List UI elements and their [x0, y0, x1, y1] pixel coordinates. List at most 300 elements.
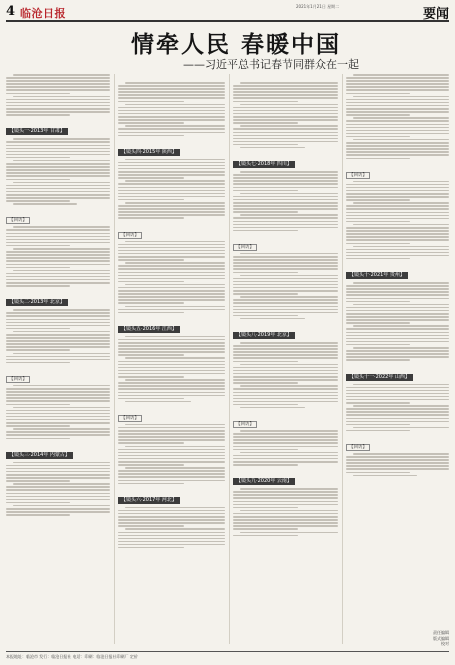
text-line	[6, 514, 70, 516]
text-line	[6, 251, 110, 253]
text-line	[346, 322, 410, 324]
text-line	[13, 182, 110, 184]
text-line	[118, 480, 225, 482]
text-line	[125, 241, 225, 243]
sub-label: 【回访】	[233, 244, 257, 251]
text-line	[118, 483, 184, 485]
text-line	[233, 227, 338, 229]
text-line	[233, 504, 338, 506]
text-line	[346, 328, 449, 330]
text-line	[346, 472, 410, 474]
text-line	[6, 410, 110, 412]
text-line	[233, 97, 338, 99]
text-line	[240, 147, 305, 149]
text-line	[346, 456, 449, 458]
text-line	[118, 193, 225, 195]
text-line	[118, 538, 225, 540]
text-line	[346, 215, 449, 217]
text-line	[118, 296, 225, 298]
text-line	[240, 214, 338, 216]
text-line	[233, 278, 338, 280]
text-line	[233, 91, 338, 93]
text-line	[346, 285, 449, 287]
text-line	[346, 227, 449, 229]
text-line	[118, 532, 225, 534]
text-line	[353, 74, 449, 76]
text-line	[240, 452, 338, 454]
text-line	[346, 459, 449, 461]
text-line	[346, 424, 410, 426]
text-line	[346, 230, 449, 232]
text-line	[346, 218, 449, 220]
text-line	[118, 85, 225, 87]
text-line	[6, 419, 110, 421]
text-line	[346, 402, 410, 404]
text-line	[346, 418, 449, 420]
text-line	[240, 430, 338, 432]
text-line	[6, 502, 70, 504]
text-line	[118, 107, 225, 109]
text-line	[6, 474, 110, 476]
text-line	[118, 281, 184, 283]
text-line	[125, 306, 225, 308]
text-line	[6, 508, 110, 510]
text-line	[346, 133, 449, 135]
text-line	[6, 285, 70, 287]
text-line	[118, 88, 225, 90]
text-line	[6, 111, 110, 113]
text-line	[346, 243, 410, 245]
text-line	[6, 315, 110, 317]
text-line	[233, 449, 298, 451]
text-line	[6, 489, 110, 491]
text-line	[240, 171, 338, 173]
text-line	[233, 458, 338, 460]
text-line	[118, 119, 225, 121]
text-line	[118, 547, 184, 549]
text-line	[233, 507, 298, 509]
text-line	[346, 396, 449, 398]
text-line	[125, 446, 225, 448]
text-line	[6, 273, 110, 275]
text-line	[118, 110, 225, 112]
body-text	[118, 241, 225, 314]
text-line	[118, 268, 225, 270]
text-line	[118, 128, 225, 130]
text-line	[240, 364, 338, 366]
text-line	[6, 438, 70, 440]
text-line	[233, 388, 338, 390]
text-line	[233, 174, 338, 176]
text-line	[346, 414, 449, 416]
text-line	[346, 294, 449, 296]
body-text	[6, 385, 110, 439]
text-line	[233, 190, 298, 192]
text-line	[233, 382, 298, 384]
body-text	[118, 159, 225, 219]
text-line	[346, 390, 449, 392]
text-line	[346, 205, 449, 207]
text-line	[6, 188, 110, 190]
text-line	[346, 184, 449, 186]
text-line	[6, 391, 110, 393]
text-line	[6, 422, 110, 424]
text-line	[346, 462, 449, 464]
text-line	[353, 181, 449, 183]
text-line	[125, 125, 225, 127]
text-line	[346, 288, 449, 290]
text-line	[233, 132, 338, 134]
body-text	[233, 253, 338, 319]
text-line	[233, 309, 338, 311]
text-line	[233, 88, 338, 90]
text-line	[6, 511, 110, 513]
text-line	[6, 194, 110, 196]
text-line	[13, 203, 77, 205]
text-line	[6, 343, 110, 345]
text-line	[346, 212, 449, 214]
text-line	[233, 345, 338, 347]
text-line	[6, 200, 70, 202]
text-line	[118, 452, 225, 454]
text-line	[118, 544, 225, 546]
section-header: 【镜头十·2021年 贵州】	[346, 272, 408, 279]
text-line	[233, 113, 338, 115]
text-line	[240, 510, 338, 512]
text-line	[6, 325, 110, 327]
text-line	[346, 332, 449, 334]
text-line	[13, 385, 110, 387]
text-line	[118, 525, 184, 527]
section-header: 【镜头十一·2022年 山西】	[346, 374, 413, 381]
editor-credits	[389, 630, 449, 647]
text-line	[233, 138, 338, 140]
text-line	[118, 168, 225, 170]
text-line	[346, 249, 449, 251]
text-line	[233, 116, 338, 118]
text-line	[13, 248, 110, 250]
text-line	[6, 229, 110, 231]
text-line	[118, 430, 225, 432]
text-line	[6, 239, 110, 241]
text-line	[233, 217, 338, 219]
body-text	[346, 282, 449, 361]
text-line	[233, 221, 338, 223]
text-line	[346, 142, 449, 144]
text-line	[233, 395, 338, 397]
text-line	[125, 467, 225, 469]
text-line	[346, 193, 449, 195]
text-line	[6, 471, 110, 473]
text-line	[118, 395, 225, 397]
text-line	[118, 165, 225, 167]
text-line	[233, 101, 298, 103]
text-line	[233, 268, 338, 270]
text-line	[118, 470, 225, 472]
body-text	[118, 424, 225, 484]
text-line	[6, 282, 110, 284]
text-line	[118, 244, 225, 246]
text-line	[6, 166, 110, 168]
text-line	[353, 347, 449, 349]
text-line	[6, 245, 70, 247]
text-line	[240, 296, 338, 298]
text-line	[353, 202, 449, 204]
column-rule	[229, 74, 230, 644]
column-4	[346, 74, 449, 478]
text-line	[118, 113, 225, 115]
body-text	[346, 181, 449, 260]
text-line	[118, 464, 184, 466]
text-line	[6, 477, 110, 479]
text-line	[118, 376, 184, 378]
sub-label: 【回访】	[346, 444, 370, 451]
text-line	[125, 336, 225, 338]
text-line	[6, 434, 110, 436]
body-text	[118, 507, 225, 549]
text-line	[233, 501, 338, 503]
text-line	[346, 136, 410, 138]
text-line	[118, 345, 225, 347]
text-line	[118, 354, 184, 356]
text-line	[353, 224, 449, 226]
text-line	[346, 130, 449, 132]
text-line	[6, 431, 110, 433]
text-line	[346, 83, 449, 85]
text-line	[346, 77, 449, 79]
section-header: 【镜头一·2013年 甘肃】	[6, 128, 68, 135]
text-line	[118, 91, 225, 93]
text-line	[6, 334, 110, 336]
text-line	[240, 407, 305, 409]
text-line	[118, 290, 225, 292]
body-text	[233, 171, 338, 231]
text-line	[6, 312, 110, 314]
text-line	[118, 458, 225, 460]
body-text	[346, 453, 449, 476]
text-line	[233, 522, 338, 524]
body-text	[6, 309, 110, 363]
text-line	[118, 217, 184, 219]
sub-label: 【回访】	[6, 217, 30, 224]
text-line	[118, 370, 225, 372]
text-line	[346, 411, 449, 413]
section-header: 【镜头四·2015年 陕西】	[118, 149, 180, 156]
text-line	[118, 339, 225, 341]
text-line	[233, 177, 338, 179]
text-line	[6, 80, 110, 82]
text-line	[118, 253, 225, 255]
text-line	[6, 404, 70, 406]
text-line	[6, 468, 110, 470]
text-line	[125, 284, 225, 286]
text-line	[233, 119, 338, 121]
text-line	[353, 475, 417, 477]
text-line	[233, 357, 338, 359]
text-line	[118, 101, 184, 103]
text-line	[233, 110, 338, 112]
text-line	[125, 82, 225, 84]
text-line	[6, 257, 110, 259]
text-line	[346, 236, 449, 238]
text-line	[6, 267, 70, 269]
paper-logo: 临沧日报	[20, 7, 66, 20]
text-line	[6, 319, 110, 321]
text-line	[346, 108, 449, 110]
text-line	[6, 114, 70, 116]
text-line	[118, 442, 184, 444]
text-line	[233, 376, 338, 378]
text-line	[346, 338, 449, 340]
text-line	[118, 122, 184, 124]
text-line	[13, 428, 110, 430]
text-line	[240, 488, 338, 490]
text-line	[6, 328, 70, 330]
text-line	[6, 397, 110, 399]
text-line	[240, 82, 338, 84]
text-line	[233, 370, 338, 372]
text-line	[6, 172, 110, 174]
text-line	[118, 388, 225, 390]
text-line	[346, 120, 449, 122]
text-line	[346, 99, 449, 101]
text-line	[233, 494, 338, 496]
text-line	[346, 158, 410, 160]
text-line	[240, 532, 338, 534]
text-line	[118, 196, 225, 198]
text-line	[6, 77, 110, 79]
text-line	[346, 310, 449, 312]
text-line	[346, 316, 449, 318]
text-line	[233, 281, 338, 283]
text-line	[118, 272, 225, 274]
text-line	[13, 505, 110, 507]
text-line	[118, 516, 225, 518]
section-header: 【镜头九·2020年 云南】	[233, 478, 295, 485]
text-line	[6, 413, 110, 415]
text-line	[125, 357, 225, 359]
text-line	[13, 226, 110, 228]
text-line	[233, 433, 338, 435]
text-line	[6, 499, 110, 501]
text-line	[118, 513, 225, 515]
text-line	[233, 199, 338, 201]
text-line	[346, 298, 449, 300]
text-line	[233, 205, 338, 207]
text-line	[6, 105, 110, 107]
text-line	[233, 187, 338, 189]
text-line	[6, 93, 70, 95]
text-line	[125, 159, 225, 161]
text-line	[240, 193, 338, 195]
text-line	[240, 342, 338, 344]
text-line	[13, 407, 110, 409]
text-line	[118, 299, 225, 301]
text-line	[240, 253, 338, 255]
text-line	[118, 287, 225, 289]
text-line	[240, 275, 338, 277]
text-line	[118, 427, 225, 429]
text-line	[6, 480, 70, 482]
text-line	[6, 425, 70, 427]
text-line	[353, 282, 449, 284]
text-line	[346, 89, 449, 91]
text-line	[6, 465, 110, 467]
sub-label: 【回访】	[346, 172, 370, 179]
text-line	[118, 162, 225, 164]
text-line	[346, 341, 449, 343]
text-line	[346, 221, 410, 223]
text-line	[13, 96, 110, 98]
text-line	[6, 493, 110, 495]
text-line	[346, 356, 449, 358]
text-line	[346, 187, 449, 189]
text-line	[346, 465, 449, 467]
text-line	[233, 107, 338, 109]
text-line	[118, 510, 225, 512]
text-line	[346, 421, 449, 423]
text-line	[118, 97, 225, 99]
text-line	[233, 180, 338, 182]
text-line	[125, 379, 225, 381]
text-line	[6, 254, 110, 256]
headline: 情牵人民 春暖中国	[130, 32, 341, 58]
text-line	[346, 114, 410, 116]
text-line	[233, 312, 338, 314]
text-line	[346, 393, 449, 395]
text-line	[233, 135, 338, 137]
text-line	[240, 385, 338, 387]
text-line	[233, 516, 338, 518]
text-line	[346, 408, 449, 410]
text-line	[6, 86, 110, 88]
text-line	[13, 138, 110, 140]
text-line	[6, 145, 110, 147]
text-line	[233, 211, 298, 213]
editor-line: 责任编辑	[433, 630, 449, 635]
text-line	[6, 388, 110, 390]
body-text	[6, 462, 110, 516]
text-line	[125, 507, 225, 509]
text-line	[346, 233, 449, 235]
text-line	[233, 202, 338, 204]
text-line	[118, 361, 225, 363]
section-header: 【镜头七·2018年 四川】	[233, 161, 295, 168]
text-line	[13, 270, 110, 272]
text-line	[346, 124, 449, 126]
text-line	[118, 455, 225, 457]
text-line	[353, 325, 449, 327]
text-line	[6, 83, 110, 85]
text-line	[118, 433, 225, 435]
text-line	[233, 464, 298, 466]
text-line	[6, 264, 110, 266]
text-line	[6, 356, 110, 358]
body-text	[233, 82, 338, 148]
text-line	[233, 299, 338, 301]
text-line	[233, 348, 338, 350]
text-line	[118, 187, 225, 189]
text-line	[353, 405, 449, 407]
text-line	[353, 117, 449, 119]
text-line	[233, 265, 338, 267]
text-line	[118, 476, 225, 478]
text-line	[353, 453, 449, 455]
text-line	[118, 190, 225, 192]
text-line	[118, 522, 225, 524]
text-line	[118, 208, 225, 210]
text-line	[233, 293, 298, 295]
